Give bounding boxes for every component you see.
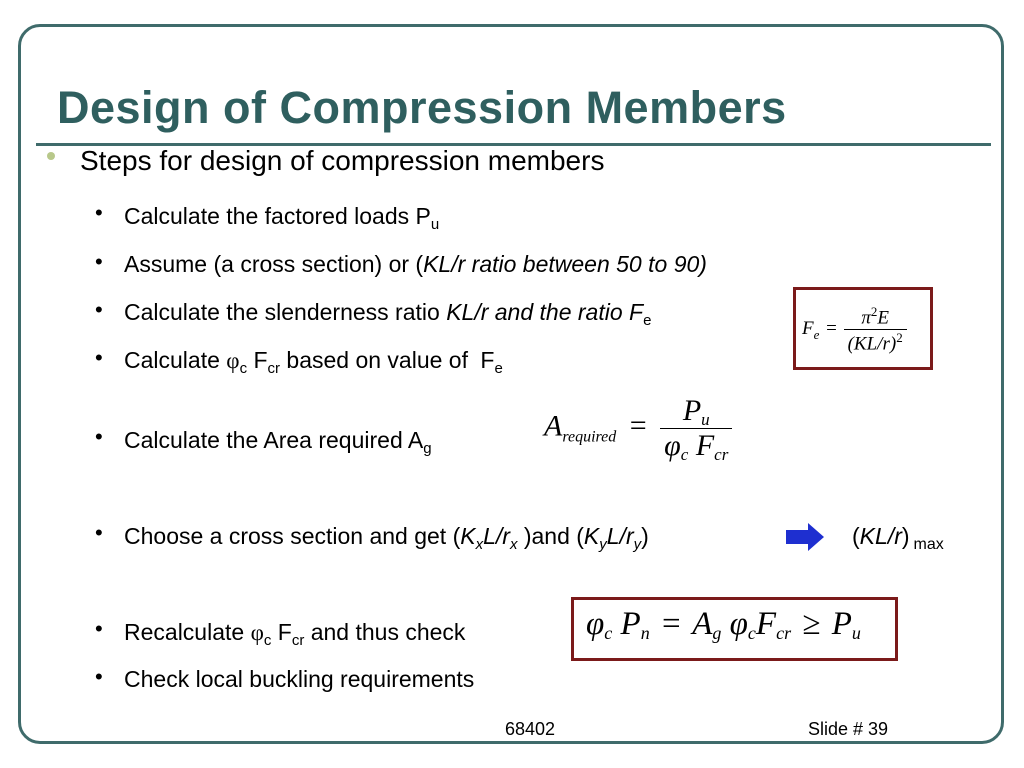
- bullet-icon: •: [95, 345, 103, 370]
- bullet-icon: •: [95, 297, 103, 322]
- bullet-icon: •: [95, 200, 103, 225]
- bullet-icon: •: [95, 424, 103, 449]
- bullet-icon: •: [95, 249, 103, 274]
- check-equation-box: [571, 597, 898, 661]
- right-arrow-icon: [786, 523, 824, 551]
- main-bullet-icon: [47, 152, 55, 160]
- fe-equation-box: [793, 287, 933, 370]
- main-bullet-text: Steps for design of compression members: [80, 145, 605, 176]
- step-recalculate: Recalculate $\varphi_c$ $F_{cr}$ and thus check: [124, 619, 466, 649]
- kl-max-label: (KL/r) $_{max}$: [852, 523, 944, 553]
- check-equation: $\varphi_c$ $P_n = A_g$ $\varphi_cF_{cr} \ge P_u$: [586, 606, 861, 643]
- fe-equation: $F_e$ = $\frac{\pi^2E}{(KL/r)^2}$: [802, 304, 907, 356]
- step-factored-loads: Calculate the factored loads $P_u$: [124, 203, 440, 233]
- step-assume-section: Assume (a cross section) or (KL/r ratio between 50 to 90): [124, 251, 707, 277]
- step-calc-phi-fcr: Calculate $\varphi_c$ $F_{cr}$ based on value of $F_e$: [124, 347, 503, 377]
- slide-title: Design of Compression Members: [57, 82, 787, 133]
- step-choose-section: Choose a cross section and get ($K_xL/r_x$ )and $(K_yL/r_y)$: [124, 523, 649, 553]
- step-slenderness: Calculate the slenderness ratio KL/r and the ratio $F_e$: [124, 299, 652, 329]
- step-area-required: Calculate the Area required $A_g$: [124, 427, 432, 457]
- footer-course-code: 68402: [505, 719, 556, 739]
- bullet-icon: •: [95, 664, 103, 689]
- bullet-icon: •: [95, 520, 103, 545]
- step-local-buckling: Check local buckling requirements: [124, 666, 475, 692]
- bullet-icon: •: [95, 616, 103, 641]
- footer-slide-number: Slide # 39: [808, 719, 889, 739]
- area-required-equation: $A_{required}$ = $\frac{P_u}{\varphi_c F_{cr}}$: [544, 394, 732, 463]
